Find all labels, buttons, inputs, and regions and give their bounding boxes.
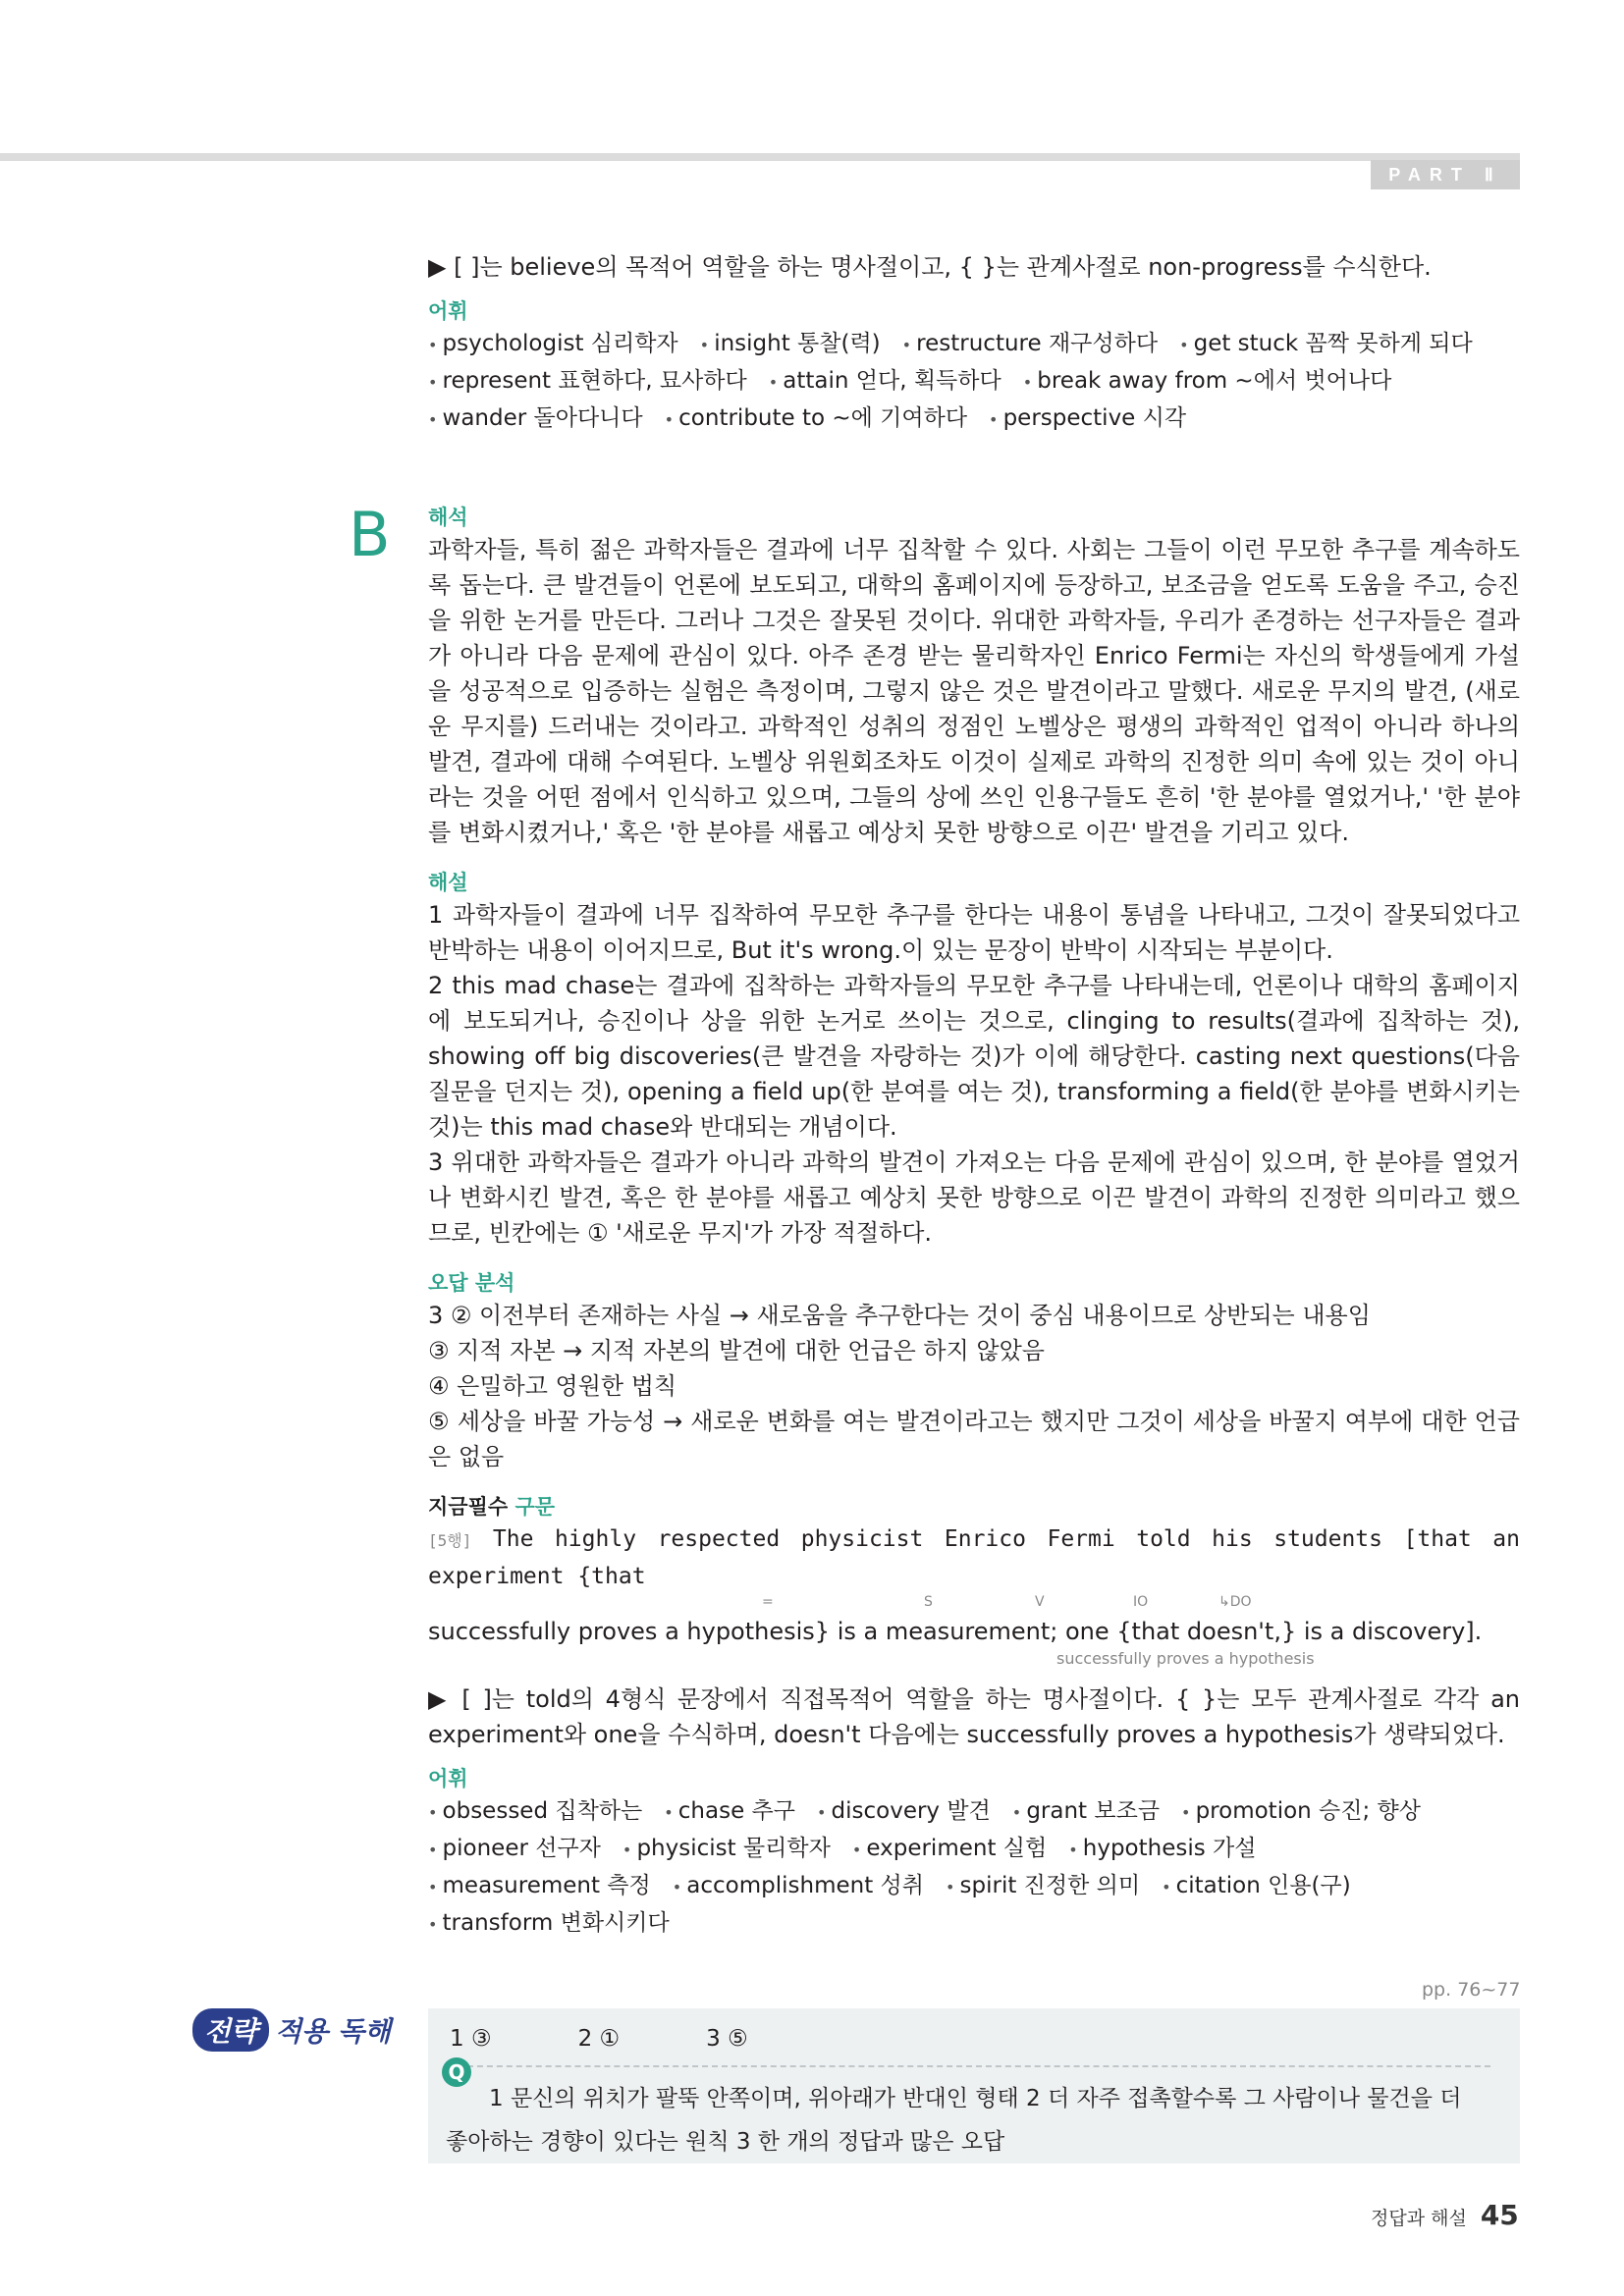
syntax-mark-do: ↳DO: [1218, 1594, 1252, 1610]
section-a: [428, 249, 1520, 438]
vocab-item: • grant 보조금: [1012, 1793, 1160, 1831]
syntax-marks: [428, 1594, 1520, 1610]
wrong-answer-4: ⑤ 세상을 바꿀 가능성 → 새로운 변화를 여는 발견이라고는 했지만 그것이 세상을 바꿀지 여부에 대한 언급은 없음: [428, 1408, 1520, 1470]
vocab-item: • measurement 측정: [428, 1868, 651, 1905]
syntax-sentence-1: The highly respected physicist Enrico Fermi told his students [that an experiment {that: [428, 1526, 1520, 1589]
syntax-line-tag: [5행]: [428, 1531, 472, 1550]
answer-1: 1 ③: [450, 2026, 492, 2052]
vocab-item: • transform 변화시키다: [428, 1905, 670, 1943]
vocab-item: • psychologist 심리학자: [428, 326, 678, 363]
translation-heading: 해석: [428, 506, 468, 529]
top-rule: [0, 153, 1520, 161]
syntax-mark-s: S: [924, 1594, 933, 1610]
explanation-heading: 해설: [428, 871, 468, 894]
explanation-2: 2 this mad chase는 결과에 집착하는 과학자들의 무모한 추구를 나타내는데, 언론이나 대학의 홈페이지에 보도되거나, 승진이나 상을 위한 논거로 쓰이는 것으로, clinging to results(결과에 집착하는 것), showing off big discoveries(큰 발견을 자랑하는 것)가 이에 해당한다. casting next questions(다음 질문을 던지는 것), opening a field up(한 분여를 여는 것), transforming a field(한 분야를 변화시키는 것)는 this mad chase와 반대되는 개념이다.: [428, 972, 1520, 1141]
vocab-item: • experiment 실험: [852, 1831, 1047, 1868]
vocab-item: • wander 돌아다니다: [428, 400, 643, 438]
grammar-note-b: ▶ [ ]는 told의 4형식 문장에서 직접목적어 역할을 하는 명사절이다. { }는 모두 관계사절로 각각 an experiment와 one을 수식하며, doesn't 다음에는 successfully proves a hypothesis가 생략되었다.: [428, 1685, 1520, 1748]
section-b: [428, 503, 1520, 1943]
vocab-item: • promotion 승진; 향상: [1181, 1793, 1421, 1831]
syntax-mark-v: V: [1035, 1594, 1045, 1610]
syntax-heading-a: 지금필수: [428, 1495, 509, 1519]
syntax-heading: [428, 1492, 1520, 1522]
syntax-line-1: [428, 1522, 1520, 1594]
vocab-item: • insight 통찰(력): [700, 326, 881, 363]
answer-2: 2 ①: [577, 2026, 621, 2052]
section-letter: B: [349, 499, 391, 570]
syntax-mark-eq: =: [762, 1594, 774, 1610]
vocab-item: • obsessed 집착하는: [428, 1793, 642, 1831]
plus-q-icon: Q: [442, 2057, 471, 2087]
vocab-item: • hypothesis 가설: [1068, 1831, 1256, 1868]
vocab-item: • attain 얻다, 획득하다: [769, 363, 1001, 400]
vocab-item: • break away from ~에서 벗어나다: [1023, 363, 1392, 400]
vocab-item: • contribute to ~에 기여하다: [665, 400, 967, 438]
grammar-note: ▶ [ ]는 believe의 목적어 역할을 하는 명사절이고, { }는 관계사절로 non-progress를 수식한다.: [428, 253, 1432, 281]
vocab-item: • physicist 물리학자: [623, 1831, 831, 1868]
syntax-heading-b: 구문: [514, 1495, 556, 1519]
syntax-line-2: successfully proves a hypothesis} is a measurement; one {that doesn't,} is a discovery].: [428, 1618, 1483, 1645]
answer-box: [428, 2008, 1520, 2163]
vocab-item: • citation 인용(구): [1162, 1868, 1351, 1905]
answer-row: [450, 2026, 748, 2052]
vocab-heading-b: 어휘: [428, 1767, 468, 1790]
syntax-mark-io: IO: [1133, 1594, 1149, 1610]
page-reference: pp. 76~77: [1422, 1979, 1521, 2001]
dashed-divider: [458, 2065, 1490, 2067]
vocab-item: • discovery 발견: [817, 1793, 991, 1831]
page-number: 45: [1480, 2199, 1519, 2231]
page-footer: [1371, 2199, 1519, 2231]
footer-label: 정답과 해설: [1371, 2208, 1467, 2229]
explanation-3: 3 위대한 과학자들은 결과가 아니라 과학의 발견이 가져오는 다음 문제에 관심이 있으며, 한 분야를 열었거나 변화시킨 발견, 혹은 한 분야를 새롭고 예상치 못한 방향으로 이끈 발견이 과학의 진정한 의미라고 했으므로, 빈칸에는 ① '새로운 무지'가 가장 적절하다.: [428, 1148, 1520, 1247]
vocab-item: • perspective 시각: [989, 400, 1186, 438]
vocab-heading: 어휘: [428, 299, 468, 323]
wrong-answer-2: ③ 지적 자본 → 지적 자본의 발견에 대한 언급은 하지 않았음: [428, 1337, 1045, 1364]
syntax-ellipsis-note: successfully proves a hypothesis: [1056, 1649, 1315, 1668]
vocab-item: • get stuck 꼼짝 못하게 되다: [1179, 326, 1473, 363]
answer-3: 3 ⑤: [706, 2026, 748, 2052]
answer-notes: 1 문신의 위치가 팔뚝 안쪽이며, 위아래가 반대인 형태 2 더 자주 접촉할수록 그 사람이나 물건을 더 좋아하는 경향이 있다는 원칙 3 한 개의 정답과 많은 오답: [446, 2086, 1462, 2155]
vocab-item: • restructure 재구성하다: [902, 326, 1158, 363]
wrong-answer-3: ④ 은밀하고 영원한 법칙: [428, 1372, 677, 1400]
wrong-answer-heading: 오답 분석: [428, 1271, 515, 1295]
strategy-badge-text: 적용 독해: [275, 2015, 392, 2048]
vocab-list-b: [428, 1793, 1520, 1943]
vocab-list: [428, 326, 1520, 438]
explanation-1: 1 과학자들이 결과에 너무 집착하여 무모한 추구를 한다는 내용이 통념을 나타내고, 그것이 잘못되었다고 반박하는 내용이 이어지므로, But it's wrong.이 있는 문장이 반박이 시작되는 부분이다.: [428, 901, 1520, 964]
vocab-item: • accomplishment 성취: [673, 1868, 924, 1905]
strategy-badge-pill: 전략: [192, 2008, 269, 2052]
vocab-item: • chase 추구: [664, 1793, 795, 1831]
translation-text: 과학자들, 특히 젊은 과학자들은 결과에 너무 집착할 수 있다. 사회는 그들이 이런 무모한 추구를 계속하도록 돕는다. 큰 발견들이 언론에 보도되고, 대학의 홈페이지에 등장하고, 보조금을 얻도록 도움을 주고, 승진을 위한 논거를 만든다. 그러나 그것은 잘못된 것이다. 위대한 과학자들, 우리가 존경하는 선구자들은 결과가 아니라 다음 문제에 관심이 있다. 아주 존경 받는 물리학자인 Enrico Fermi는 자신의 학생들에게 가설을 성공적으로 입증하는 실험은 측정이며, 그렇지 않은 것은 발견이라고 말했다. 새로운 무지의 발견, (새로운 무지를) 드러내는 것이라고. 과학적인 성취의 정점인 노벨상은 평생의 과학적인 업적이 아니라 하나의 발견, 결과에 대해 수여된다. 노벨상 위원회조차도 이것이 실제로 과학의 진정한 의미 속에 있는 것이 아니라는 것을 어떤 점에서 인식하고 있으며, 그들의 상에 쓰인 인용구들도 흔히 '한 분야를 열었거나,' '한 분야를 변화시켰거나,' 혹은 '한 분야를 새롭고 예상치 못한 방향으로 이끈' 발견을 기리고 있다.: [428, 536, 1520, 846]
vocab-item: • represent 표현하다, 묘사하다: [428, 363, 747, 400]
part-tab: PART Ⅱ: [1371, 160, 1520, 189]
strategy-badge: [192, 2008, 391, 2052]
wrong-answer-1: 3 ② 이전부터 존재하는 사실 → 새로움을 추구한다는 것이 중심 내용이므로 상반되는 내용임: [428, 1302, 1371, 1329]
vocab-item: • spirit 진정한 의미: [946, 1868, 1140, 1905]
vocab-item: • pioneer 선구자: [428, 1831, 601, 1868]
